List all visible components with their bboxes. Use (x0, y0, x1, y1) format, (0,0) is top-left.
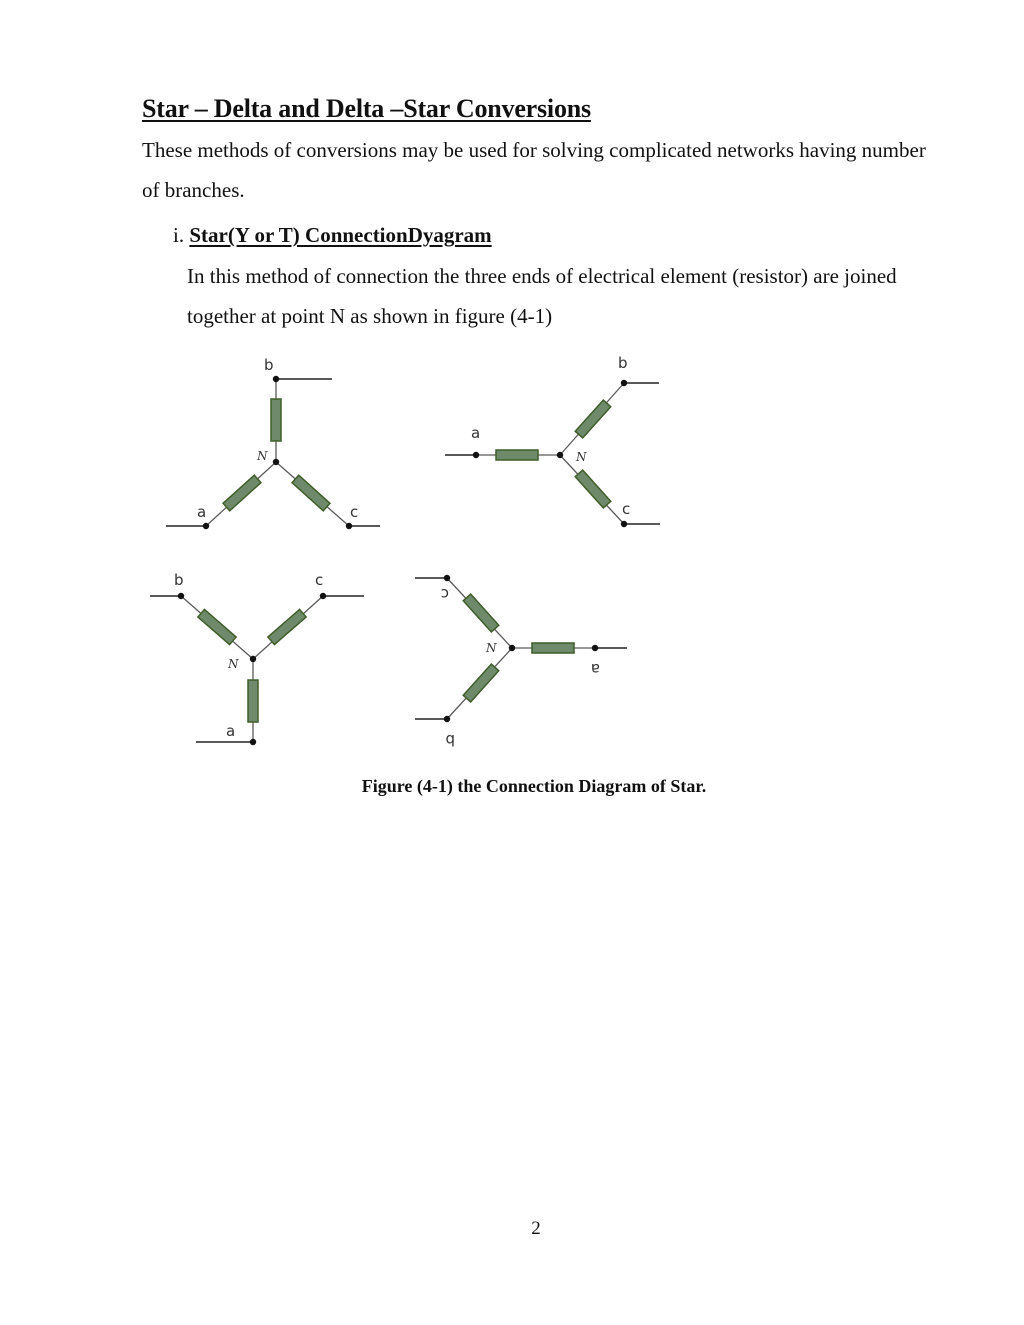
terminal-label-c: c (350, 503, 359, 521)
resistor (496, 450, 538, 460)
page-number: 2 (531, 1218, 541, 1239)
terminal-label-b: b (618, 354, 628, 372)
star-diagram-2 (445, 354, 660, 527)
terminal-label-a: a (226, 722, 236, 740)
center-label-n: N (228, 657, 239, 671)
center-label-n: N (486, 641, 497, 655)
resistor (248, 680, 258, 722)
resistor (198, 609, 236, 644)
section-title: Star(Y or T) ConnectionDyagram (189, 223, 492, 247)
star-diagram-3 (150, 571, 364, 745)
terminal-label-c: c (440, 585, 449, 603)
terminal-label-b: b (174, 571, 184, 589)
terminal-label-b: b (445, 731, 455, 749)
terminal-label-a: a (197, 503, 207, 521)
terminal-label-c: c (315, 571, 324, 589)
center-label-n: N (576, 450, 587, 464)
resistor (532, 643, 574, 653)
resistor (575, 400, 611, 438)
figure-caption: Figure (4-1) the Connection Diagram of Star. (361, 776, 707, 796)
section-number: i. (173, 223, 185, 247)
page-title: Star – Delta and Delta –Star Conversions (142, 94, 591, 123)
resistor (575, 470, 611, 508)
resistor (271, 399, 281, 441)
resistor (463, 664, 499, 702)
resistor (268, 609, 306, 644)
resistor (463, 594, 499, 632)
terminal-label-b: b (264, 356, 274, 374)
terminal-label-c: c (622, 500, 631, 518)
section-body: In this method of connection the three ends of electrical element (resistor) are joined together at point N as shown in figure (4-1) (187, 264, 897, 328)
resistor (223, 475, 261, 511)
terminal-label-a: a (471, 424, 481, 442)
resistor (292, 475, 330, 511)
center-label-n: N (257, 449, 268, 463)
terminal-label-a: a (590, 660, 600, 678)
intro-paragraph: These methods of conversions may be used for solving complicated networks having number of branches. (142, 138, 926, 202)
star-diagram-4 (415, 575, 627, 749)
star-diagram-1 (166, 356, 380, 529)
